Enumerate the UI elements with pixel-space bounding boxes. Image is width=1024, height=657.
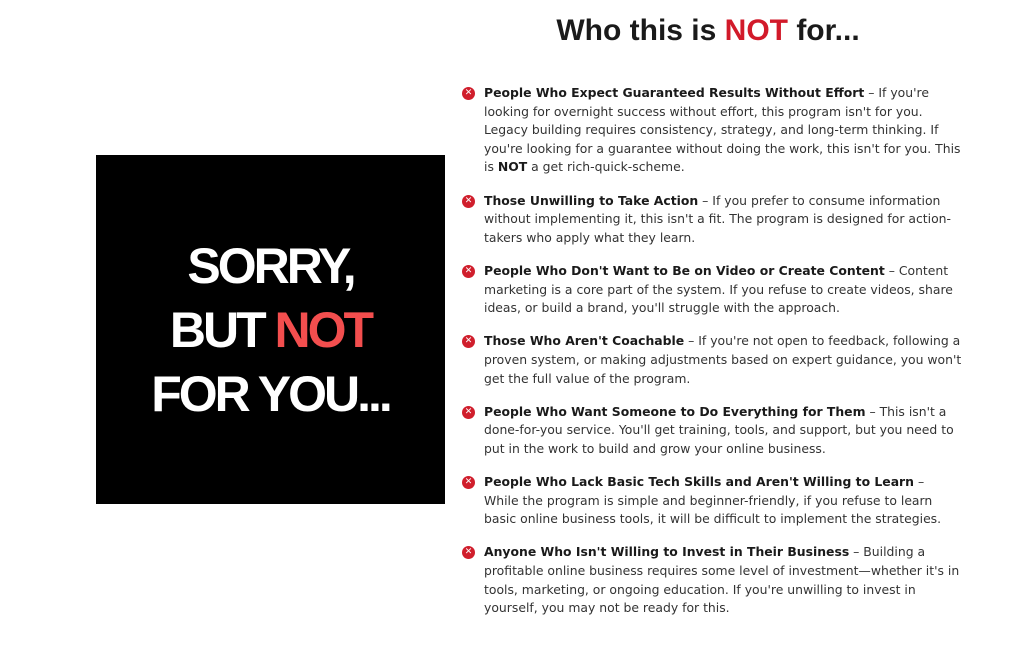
list-item xyxy=(462,84,962,177)
section-heading xyxy=(448,11,968,51)
list-item xyxy=(462,543,962,617)
banner-line-2-accent: NOT xyxy=(274,301,372,358)
item-text-end: a get rich-quick-scheme. xyxy=(527,159,685,175)
x-circle-icon: ✕ xyxy=(462,265,475,278)
item-title: Anyone Who Isn't Willing to Invest in Their Business xyxy=(484,544,850,560)
heading-suffix: for... xyxy=(787,14,860,47)
item-text: – This isn't a done-for-you service. You'll get training, tools, and support, but you need to put in the work to build and grow your online business. xyxy=(484,403,954,456)
heading-accent: NOT xyxy=(724,14,788,47)
item-text: – If you prefer to consume information without implementing it, this isn't a fit. The program is designed for action-takers who apply what they learn. xyxy=(484,192,951,245)
banner-line-2-prefix: BUT xyxy=(169,301,275,358)
list-item xyxy=(462,262,962,318)
item-title: Those Unwilling to Take Action xyxy=(484,192,699,208)
item-title: People Who Don't Want to Be on Video or Create Content xyxy=(484,262,885,278)
heading-prefix: Who this is xyxy=(556,14,725,47)
item-title: People Who Want Someone to Do Everything for Them xyxy=(484,403,866,419)
item-text: – Content marketing is a core part of the system. If you refuse to create videos, share ideas, or build a brand, you'll struggle with the approach. xyxy=(484,262,953,316)
list-item xyxy=(462,473,962,529)
banner-line-3: FOR YOU... xyxy=(151,365,390,422)
list-item xyxy=(462,192,962,248)
banner-line-2 xyxy=(170,300,371,360)
item-text: – If you're not open to feedback, following a proven system, or making adjustments based on expert guidance, you won't get the full value of the program. xyxy=(484,333,962,386)
item-text: – If you're looking for overnight success without effort, this program isn't for you. Legacy building requires consistency, strategy, and long-term thinking. If you're looking for a guarantee without doing the work, this isn't for you. This is xyxy=(484,85,961,175)
banner-line-1: SORRY, xyxy=(187,237,354,294)
item-text: – While the program is simple and beginner-friendly, if you refuse to learn basic online business tools, it will be difficult to implement the strategies. xyxy=(484,474,942,527)
item-title: People Who Expect Guaranteed Results Without Effort xyxy=(484,85,865,100)
sorry-banner-image xyxy=(96,155,445,504)
x-circle-icon: ✕ xyxy=(462,87,475,100)
x-circle-icon: ✕ xyxy=(462,406,475,419)
x-circle-icon: ✕ xyxy=(462,335,475,348)
list-item xyxy=(462,332,962,388)
item-emphasis: NOT xyxy=(497,159,528,175)
item-title: People Who Lack Basic Tech Skills and Aren't Willing to Learn xyxy=(484,474,914,490)
x-circle-icon: ✕ xyxy=(462,546,475,559)
x-circle-icon: ✕ xyxy=(462,195,475,208)
item-title: Those Who Aren't Coachable xyxy=(484,333,685,349)
item-text: – Building a profitable online business requires some level of investment—whether it's in tools, marketing, or ongoing education. If you're unwilling to invest in yourself, you may not be ready for this. xyxy=(484,544,960,616)
not-for-list xyxy=(462,84,962,632)
x-circle-icon: ✕ xyxy=(462,476,475,489)
list-item xyxy=(462,403,962,459)
